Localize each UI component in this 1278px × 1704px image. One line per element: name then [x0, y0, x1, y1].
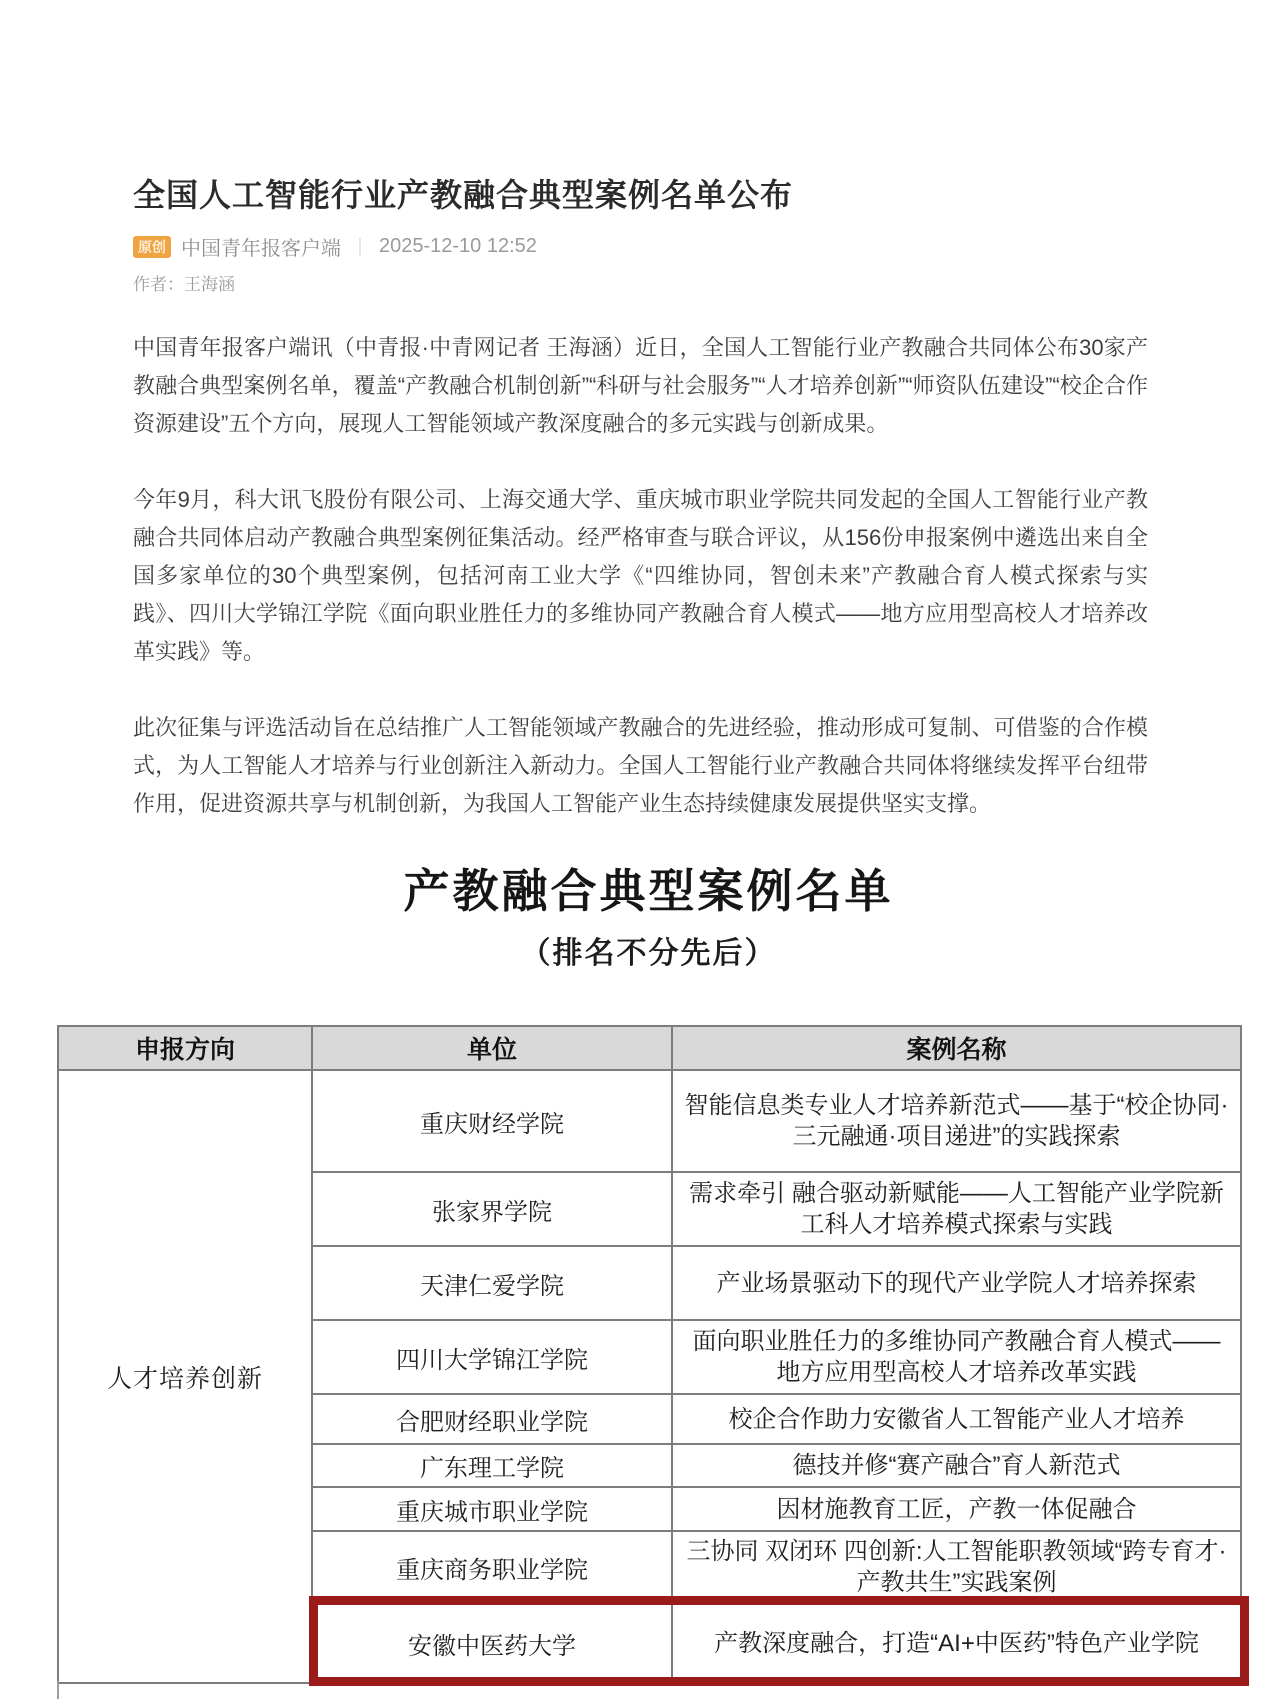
case-cell: 三协同 双闭环 四创新:人工智能职教领域“跨专育才·产教共生”实践案例 — [672, 1531, 1241, 1603]
direction-cell: 人才培养创新 — [58, 1070, 312, 1683]
author-line: 作者：王海涵 — [133, 275, 235, 294]
table-cutoff-border — [57, 1681, 59, 1699]
case-cell: 需求牵引 融合驱动新赋能——人工智能产业学院新工科人才培养模式探索与实践 — [672, 1172, 1241, 1246]
case-cell: 德技并修“赛产融合”育人新范式 — [672, 1444, 1241, 1487]
unit-cell: 重庆财经学院 — [312, 1070, 672, 1172]
article-paragraph: 此次征集与评选活动旨在总结推广人工智能领域产教融合的先进经验，推动形成可复制、可借鉴的合作模式，为人工智能人才培养与行业创新注入新动力。全国人工智能行业产教融合共同体将继续发挥平台纽带作用，促进资源共享与机制创新，为我国人工智能产业生态持续健康发展提供坚实支撑。 — [133, 715, 1148, 816]
list-title: 产教融合典型案例名单 — [403, 866, 894, 917]
case-cell: 面向职业胜任力的多维协同产教融合育人模式——地方应用型高校人才培养改革实践 — [672, 1320, 1241, 1394]
cases-table — [57, 1025, 1242, 1684]
article-paragraph: 今年9月，科大讯飞股份有限公司、上海交通大学、重庆城市职业学院共同发起的全国人工智能行业产教融合共同体启动产教融合典型案例征集活动。经严格审查与联合评议，从156份申报案例中遴选出来自全国多家单位的30个典型案例，包括河南工业大学《“四维协同，智创未来”产教融合育人模式探索与实践》、四川大学锦江学院《面向职业胜任力的多维协同产教融合育人模式——地方应用型高校人才培养改革实践》等。 — [133, 487, 1148, 664]
article-paragraph: 中国青年报客户端讯（中青报·中青网记者 王海涵）近日，全国人工智能行业产教融合共同体公布30家产教融合典型案例名单，覆盖“产教融合机制创新”“科研与社会服务”“人才培养创新”“师资队伍建设”“校企合作资源建设”五个方向，展现人工智能领域产教深度融合的多元实践与创新成果。 — [133, 335, 1148, 436]
case-cell: 产教深度融合，打造“AI+中医药”特色产业学院 — [672, 1603, 1241, 1683]
article-title: 全国人工智能行业产教融合典型案例名单公布 — [133, 177, 794, 213]
article-body — [133, 329, 1148, 823]
cases-table-wrap — [57, 1025, 1240, 1684]
list-subtitle: （排名不分先后） — [520, 937, 777, 970]
header-case: 案例名称 — [672, 1026, 1241, 1070]
header-unit: 单位 — [312, 1026, 672, 1070]
source-name: 中国青年报客户端 — [181, 238, 341, 260]
case-cell: 因材施教育工匠，产教一体促融合 — [672, 1487, 1241, 1531]
unit-cell: 重庆商务职业学院 — [312, 1531, 672, 1603]
unit-cell: 合肥财经职业学院 — [312, 1394, 672, 1444]
table-header-row — [58, 1026, 1241, 1070]
unit-cell: 广东理工学院 — [312, 1444, 672, 1487]
meta-separator: ｜ — [351, 237, 369, 258]
unit-cell: 重庆城市职业学院 — [312, 1487, 672, 1531]
origin-badge: 原创 — [133, 236, 171, 258]
case-cell: 产业场景驱动下的现代产业学院人才培养探索 — [672, 1246, 1241, 1320]
header-direction: 申报方向 — [58, 1026, 312, 1070]
publish-time: 2025-12-10 12:52 — [379, 235, 537, 257]
case-cell: 校企合作助力安徽省人工智能产业人才培养 — [672, 1394, 1241, 1444]
article-meta — [133, 232, 1148, 261]
unit-cell: 四川大学锦江学院 — [312, 1320, 672, 1394]
unit-cell: 天津仁爱学院 — [312, 1246, 672, 1320]
article — [133, 170, 1148, 861]
case-cell: 智能信息类专业人才培养新范式——基于“校企协同·三元融通·项目递进”的实践探索 — [672, 1070, 1241, 1172]
table-row — [58, 1070, 1241, 1172]
unit-cell: 安徽中医药大学 — [312, 1603, 672, 1683]
unit-cell: 张家界学院 — [312, 1172, 672, 1246]
